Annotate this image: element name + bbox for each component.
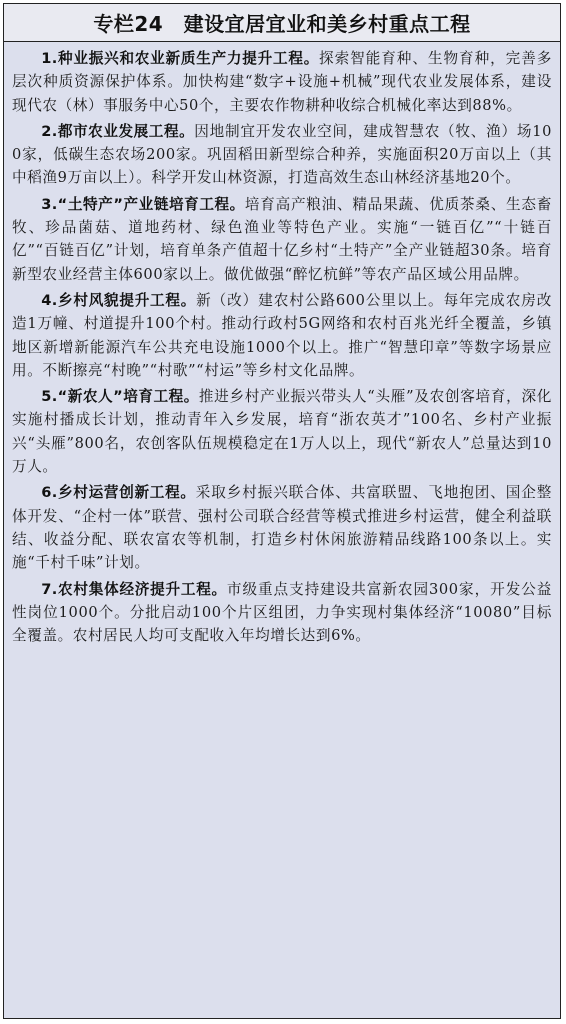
project-item-collective-economy [12,578,552,648]
project-item-rural-operation [12,481,552,574]
feature-panel [3,3,561,1019]
project-item-seed-industry [12,47,552,117]
project-item-local-specialty [12,193,552,286]
panel-title: 专栏24 建设宜居宜业和美乡村重点工程 [93,12,471,36]
project-heading: 4.乡村风貌提升工程。 [41,291,197,309]
project-item-new-farmers [12,385,552,478]
project-text: 因地制宜开发农业空间，建成智慧农（牧、渔）场100家，低碳生态农场200家。巩固稻田新型综合种养，实施面积20万亩以上（其中稻渔9万亩以上）。科学开发山林资源，打造高效生态山林经济基地20个。 [12,122,552,187]
project-heading: 6.乡村运营创新工程。 [41,484,196,502]
project-text: 新（改）建农村公路600公里以上。每年完成农房改造1万幢、村道提升100个村。推动行政村5G网络和农村百兆光纤全覆盖，乡镇地区新增新能源汽车公共充电设施1000个以上。推广“智慧印章”等数字场景应用。不断擦亮“村晚”“村歌”“村运”等乡村文化品牌。 [12,291,552,379]
project-heading: 5.“新农人”培育工程。 [41,388,199,406]
project-heading: 3.“土特产”产业链培育工程。 [41,195,245,213]
project-heading: 7.农村集体经济提升工程。 [41,580,227,598]
panel-header [4,4,560,42]
project-text: 市级重点支持建设共富新农园300家，开发公益性岗位1000个。分批启动100个片区组团，力争实现村集体经济“10080”目标全覆盖。农村居民人均可支配收入年均增长达到6%。 [12,580,552,645]
project-text: 探索智能育种、生物育种，完善多层次种质资源保护体系。加快构建“数字+设施+机械”现代农业发展体系，建设现代农（林）事服务中心50个，主要农作物耕种收综合机械化率达到88%。 [12,50,552,114]
project-text: 培育高产粮油、精品果蔬、优质茶桑、生态畜牧、珍品菌菇、道地药材、绿色渔业等特色产业。实施“一链百亿”“十链百亿”“百链百亿”计划，培育单条产值超十亿乡村“土特产”全产业链超30条。培育新型农业经营主体600家以上。做优做强“醉忆杭鲜”等农产品区域公用品牌。 [12,195,552,283]
project-heading: 1.种业振兴和农业新质生产力提升工程。 [41,50,320,67]
project-item-rural-landscape [12,289,552,382]
project-text: 采取乡村振兴联合体、共富联盟、飞地抱团、国企整体开发、“企村一体”联营、强村公司联合经营等模式推进乡村运营，健全利益联结、收益分配、联农富农等机制，打造乡村休闲旅游精品线路100条以上。实施“千村千味”计划。 [12,484,552,572]
panel-content [4,42,560,647]
project-heading: 2.都市农业发展工程。 [41,122,195,140]
project-text: 推进乡村产业振兴带头人“头雁”及农创客培育，深化实施村播成长计划，推动青年入乡发展，培育“浙农英才”100名、乡村产业振兴“头雁”800名，农创客队伍规模稳定在1万人以上，现代“新农人”总量达到10万人。 [12,388,552,476]
project-item-urban-agriculture [12,120,552,190]
